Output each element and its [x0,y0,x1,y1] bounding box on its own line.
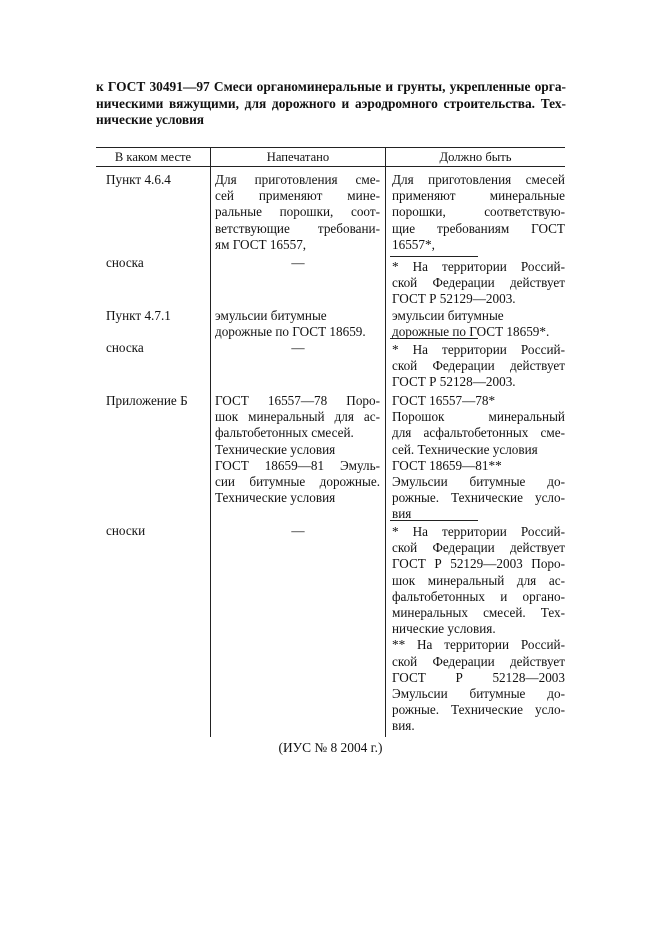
column-divider [210,147,211,737]
row-should-be [392,393,565,523]
text-line: применяют минеральные [392,188,565,204]
text-line: эмульсии битумные [392,308,504,323]
text-line: шок минеральный для ас- [215,409,380,425]
text-line: шок минеральный для ас- [392,572,565,588]
text-line: дорожные по ГОСТ 18659*. [392,324,550,340]
text-line: ской Федерации действует [392,540,565,556]
column-divider [385,147,386,737]
text-line: ской Федерации действует [392,275,565,291]
text-line: дорожные по ГОСТ 18659. [215,324,366,340]
text-line: вия. [392,718,415,734]
text-line: * На территории Россий- [392,259,565,274]
text-line: Технические условия [215,490,336,506]
heading-line: нические условия [96,112,205,127]
text-line: * На территории Россий- [392,524,565,539]
text-line: * На территории Россий- [392,342,565,357]
publication-reference: (ИУС № 8 2004 г.) [278,740,383,755]
empty-dash: — [291,340,305,355]
row-place: Приложение Б [106,393,188,408]
text-line: ветствующие требовани- [215,220,380,236]
heading-line: к ГОСТ 30491—97 Смеси органоминеральные и грунты, укрепленные орга- [96,79,566,94]
footnote-rule [390,256,478,257]
text-line: нические условия. [392,621,496,637]
text-line: рожные. Технические усло- [392,702,565,718]
text-line: Для приготовления сме- [215,172,380,187]
row-printed [215,393,380,506]
text-line: ГОСТ 16557—78* [392,393,496,408]
row-place: Пункт 4.7.1 [106,308,171,323]
row-should-be [392,259,565,308]
header-place: В каком месте [114,150,192,164]
heading-line: ническими вяжущими, для дорожного и аэродромного строительства. Тех- [96,95,566,111]
row-printed [215,308,383,340]
text-line: ГОСТ Р 52129—2003 Поро- [392,556,565,572]
text-line: ской Федерации действует [392,653,565,669]
row-should-be [392,524,565,735]
text-line: Эмульсии битумные до- [392,474,565,490]
text-line: 16557*, [392,236,435,252]
text-line: ГОСТ 18659—81** [392,457,502,473]
text-line: ям ГОСТ 16557, [215,236,307,252]
text-line: ральные порошки, соот- [215,204,380,220]
text-line: ГОСТ Р 52129—2003. [392,291,516,307]
row-should-be [392,172,565,253]
text-line: ГОСТ 16557—78 Поро- [215,393,380,408]
text-line: сей. Технические условия [392,441,538,457]
text-line: ской Федерации действует [392,358,565,374]
text-line: минеральных смесей. Тех- [392,605,565,621]
text-line: эмульсии битумные [215,308,327,323]
row-should-be [392,342,565,391]
text-line: Эмульсии битумные до- [392,686,565,702]
text-line: Технические условия [215,441,336,457]
text-line: ГОСТ Р 52128—2003. [392,374,516,390]
text-line: ** На территории Россий- [392,637,565,653]
row-printed [215,172,380,253]
empty-dash: — [291,523,305,538]
text-line: ГОСТ Р 52128—2003 [392,669,565,685]
text-line: для асфальтобетонных сме- [392,425,565,441]
row-place: сноска [106,255,144,270]
text-line: ГОСТ 18659—81 Эмуль- [215,457,380,473]
header-should-be: Должно быть [439,150,512,164]
row-place: сноски [106,523,146,538]
text-line: Для приготовления смесей [392,172,565,187]
row-should-be [392,308,565,340]
header-printed: Напечатано [266,150,330,164]
text-line: рожные. Технические усло- [392,490,565,506]
empty-dash: — [291,255,305,270]
table-header-rule [96,166,565,167]
text-line: вия [392,506,412,522]
text-line: сии битумные дорожные. [215,474,380,490]
text-line: сей применяют мине- [215,188,380,204]
row-place: сноска [106,340,144,355]
text-line: Порошок минеральный [392,409,565,425]
row-place: Пункт 4.6.4 [106,172,171,187]
text-line: щие требованиям ГОСТ [392,220,565,236]
text-line: фальтобетонных смесей. [215,425,354,441]
table-top-rule [96,147,565,148]
text-line: фальтобетонных и органо- [392,588,565,604]
correction-heading [96,79,566,129]
text-line: порошки, соответствую- [392,204,565,220]
